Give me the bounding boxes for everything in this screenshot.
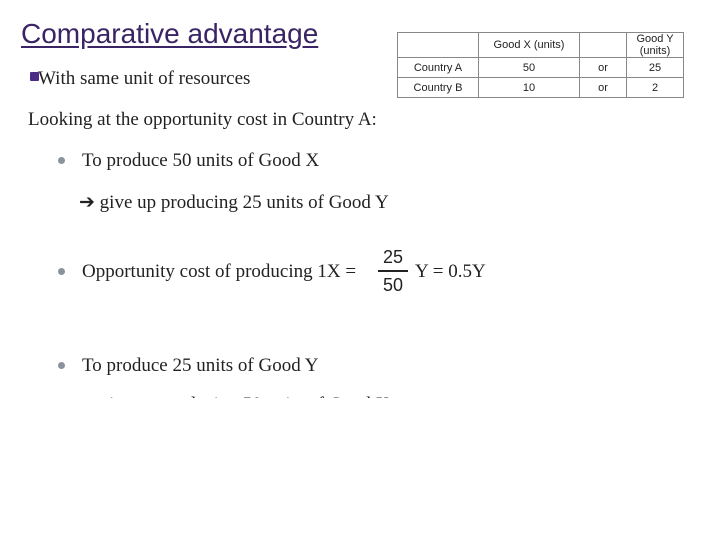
section-heading: Looking at the opportunity cost in Country A: xyxy=(28,109,377,130)
good-x-cell: 50 xyxy=(479,58,580,78)
opportunity-cost-label: Opportunity cost of producing 1X = xyxy=(82,261,357,282)
good-y-cell: 2 xyxy=(627,78,684,98)
table-header-row xyxy=(398,33,684,58)
good-x-cell: 10 xyxy=(479,78,580,98)
intro-text: With same unit of resources xyxy=(38,68,251,89)
table-row xyxy=(398,58,684,78)
header-good-x: Good X (units) xyxy=(479,33,580,58)
bullet-produce-x: To produce 50 units of Good X xyxy=(82,150,320,171)
slide-title: Comparative advantage xyxy=(21,18,319,49)
header-good-y: Good Y (units) xyxy=(627,33,684,58)
table-row xyxy=(398,78,684,98)
country-cell: Country B xyxy=(398,78,479,98)
opportunity-cost-result: Y = 0.5Y xyxy=(415,261,486,282)
bullet-dot-icon xyxy=(58,268,65,275)
fraction-bar xyxy=(378,270,408,272)
fraction xyxy=(378,246,408,296)
country-cell: Country A xyxy=(398,58,479,78)
or-cell: or xyxy=(580,58,627,78)
good-y-cell: 25 xyxy=(627,58,684,78)
bullet-dot-icon xyxy=(58,157,65,164)
sub-line-give-up-y xyxy=(79,191,389,214)
fraction-denominator: 50 xyxy=(382,275,404,295)
bullet-produce-y: To produce 25 units of Good Y xyxy=(82,355,319,376)
production-table xyxy=(397,32,684,98)
header-blank xyxy=(580,33,627,58)
or-cell: or xyxy=(580,78,627,98)
clipped-region xyxy=(0,398,720,540)
header-blank xyxy=(398,33,479,58)
right-arrow-icon: ➔ xyxy=(79,192,95,213)
fraction-numerator: 25 xyxy=(382,247,404,267)
sub-line-text: give up producing 25 units of Good Y xyxy=(99,192,389,213)
bullet-dot-icon xyxy=(58,362,65,369)
